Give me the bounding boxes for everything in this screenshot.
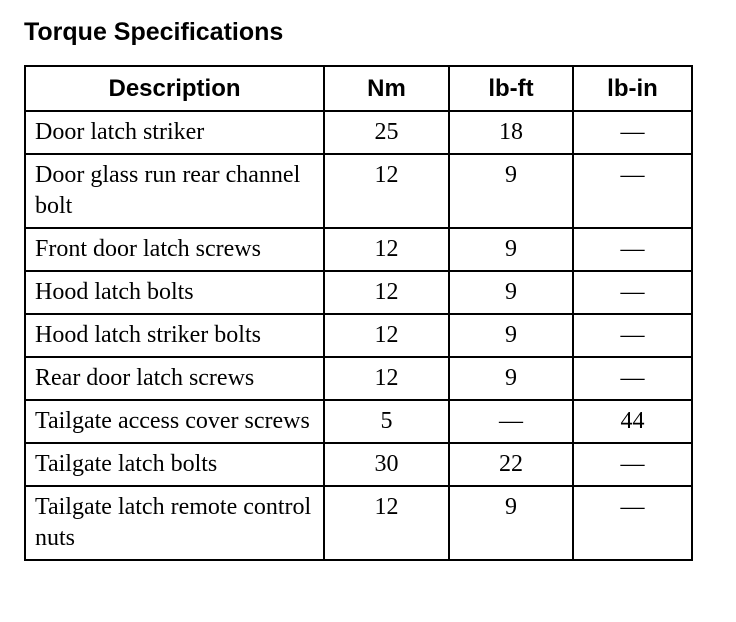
lb-in-cell: 44 bbox=[573, 400, 692, 443]
table-row bbox=[25, 400, 692, 443]
description-cell: Front door latch screws bbox=[25, 228, 324, 271]
nm-cell: 5 bbox=[324, 400, 449, 443]
lb-ft-cell: 18 bbox=[449, 111, 573, 154]
lb-ft-cell: 9 bbox=[449, 154, 573, 228]
description-cell: Door glass run rear channel bolt bbox=[25, 154, 324, 228]
table-row bbox=[25, 443, 692, 486]
table-row bbox=[25, 486, 692, 560]
column-header-lb-in: lb-in bbox=[573, 66, 692, 111]
nm-cell: 12 bbox=[324, 271, 449, 314]
lb-ft-cell: 9 bbox=[449, 271, 573, 314]
description-cell: Door latch striker bbox=[25, 111, 324, 154]
torque-specifications-table bbox=[24, 65, 693, 561]
description-cell: Rear door latch screws bbox=[25, 357, 324, 400]
column-header-lb-ft: lb-ft bbox=[449, 66, 573, 111]
description-cell: Hood latch bolts bbox=[25, 271, 324, 314]
lb-in-cell: — bbox=[573, 154, 692, 228]
lb-ft-cell: — bbox=[449, 400, 573, 443]
lb-ft-cell: 9 bbox=[449, 486, 573, 560]
page-title: Torque Specifications bbox=[24, 18, 284, 46]
column-header-nm: Nm bbox=[324, 66, 449, 111]
lb-ft-cell: 9 bbox=[449, 357, 573, 400]
lb-in-cell: — bbox=[573, 443, 692, 486]
table-row bbox=[25, 154, 692, 228]
description-cell: Hood latch striker bolts bbox=[25, 314, 324, 357]
nm-cell: 12 bbox=[324, 486, 449, 560]
table-row bbox=[25, 228, 692, 271]
lb-in-cell: — bbox=[573, 271, 692, 314]
nm-cell: 30 bbox=[324, 443, 449, 486]
nm-cell: 12 bbox=[324, 228, 449, 271]
table-header-row bbox=[25, 66, 692, 111]
nm-cell: 12 bbox=[324, 357, 449, 400]
lb-in-cell: — bbox=[573, 228, 692, 271]
table-row bbox=[25, 357, 692, 400]
lb-in-cell: — bbox=[573, 357, 692, 400]
lb-ft-cell: 9 bbox=[449, 314, 573, 357]
lb-in-cell: — bbox=[573, 486, 692, 560]
column-header-description: Description bbox=[25, 66, 324, 111]
nm-cell: 12 bbox=[324, 314, 449, 357]
lb-in-cell: — bbox=[573, 314, 692, 357]
description-cell: Tailgate access cover screws bbox=[25, 400, 324, 443]
description-cell: Tailgate latch bolts bbox=[25, 443, 324, 486]
description-cell: Tailgate latch remote control nuts bbox=[25, 486, 324, 560]
table-row bbox=[25, 111, 692, 154]
table-row bbox=[25, 314, 692, 357]
table-row bbox=[25, 271, 692, 314]
nm-cell: 25 bbox=[324, 111, 449, 154]
nm-cell: 12 bbox=[324, 154, 449, 228]
lb-ft-cell: 22 bbox=[449, 443, 573, 486]
lb-in-cell: — bbox=[573, 111, 692, 154]
lb-ft-cell: 9 bbox=[449, 228, 573, 271]
